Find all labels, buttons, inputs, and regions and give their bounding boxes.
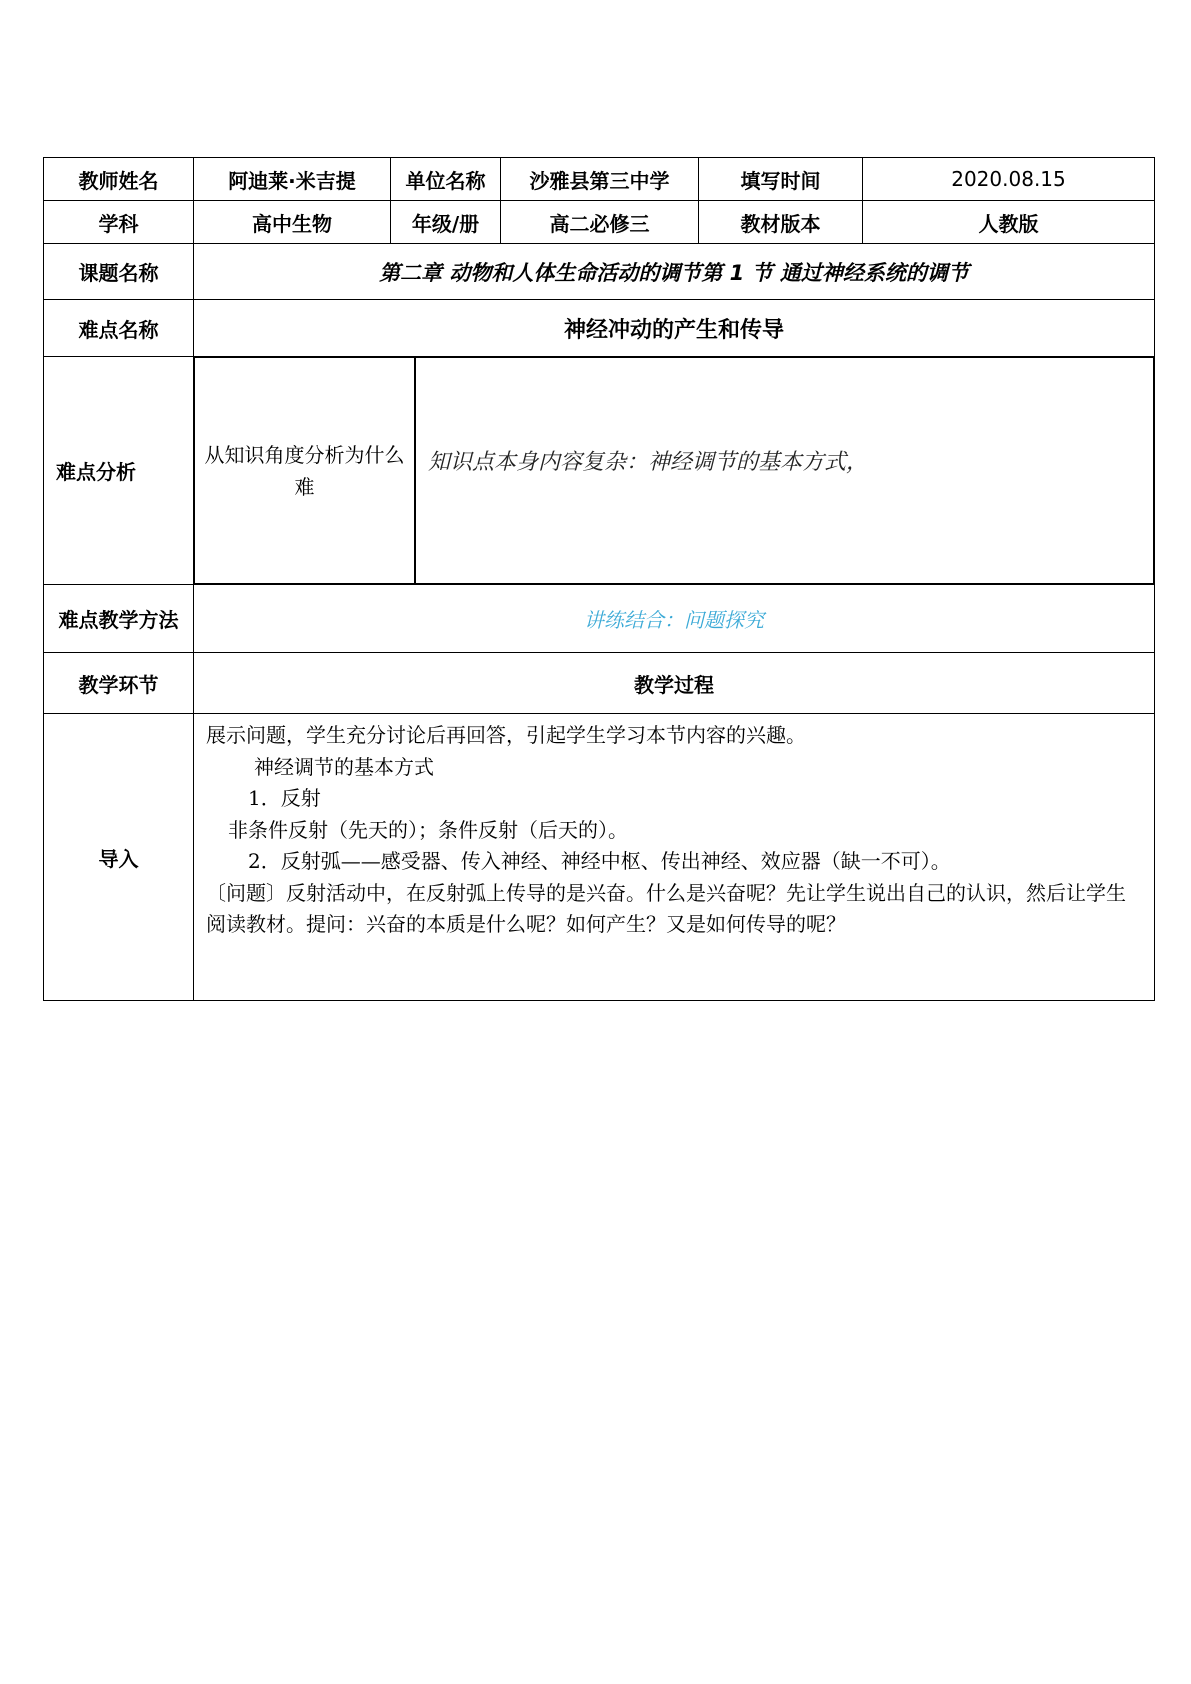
topic-row xyxy=(44,244,1155,300)
method-value: 讲练结合：问题探究 xyxy=(194,585,1155,653)
intro-line-6: 〔问题〕反射活动中，在反射弧上传导的是兴奋。什么是兴奋呢？先让学生说出自己的认识，然后让学生阅读教材。提问：兴奋的本质是什么呢？如何产生？又是如何传导的呢？ xyxy=(206,880,1126,936)
analysis-label: 难点分析 xyxy=(44,357,194,585)
info-row-1 xyxy=(44,158,1155,201)
edition-label: 教材版本 xyxy=(699,201,863,244)
intro-row xyxy=(44,714,1155,1001)
subject-value: 高中生物 xyxy=(194,201,391,244)
intro-content xyxy=(194,714,1155,1001)
method-label: 难点教学方法 xyxy=(44,585,194,653)
unit-label: 单位名称 xyxy=(391,158,501,201)
lesson-plan-table xyxy=(43,157,1155,1001)
edition-value: 人教版 xyxy=(863,201,1155,244)
method-row xyxy=(44,585,1155,653)
difficulty-value: 神经冲动的产生和传导 xyxy=(194,300,1155,357)
topic-label: 课题名称 xyxy=(44,244,194,300)
teacher-value: 阿迪莱·米吉提 xyxy=(194,158,391,201)
intro-label: 导入 xyxy=(44,714,194,1001)
process-header-row xyxy=(44,653,1155,714)
unit-value: 沙雅县第三中学 xyxy=(501,158,699,201)
intro-line-4: 非条件反射（先天的）；条件反射（后天的）。 xyxy=(228,817,628,842)
grade-label: 年级/册 xyxy=(391,201,501,244)
topic-chapter: 第二章 动物和人体生命活动的调节 xyxy=(379,260,702,285)
analysis-inner-table xyxy=(194,357,1154,584)
teacher-label: 教师姓名 xyxy=(44,158,194,201)
analysis-row xyxy=(44,357,1155,585)
process-header-value: 教学过程 xyxy=(194,653,1155,714)
process-stage-label: 教学环节 xyxy=(44,653,194,714)
analysis-cell xyxy=(194,357,1155,585)
intro-line-1: 展示问题，学生充分讨论后再回答，引起学生学习本节内容的兴趣。 xyxy=(206,723,806,747)
intro-line-2: 神经调节的基本方式 xyxy=(254,754,434,779)
analysis-value: 知识点本身内容复杂：神经调节的基本方式， xyxy=(415,358,1154,584)
date-value: 2020.08.15 xyxy=(863,158,1155,201)
intro-line-3: 1．反射 xyxy=(248,786,321,810)
analysis-sub-label: 从知识角度分析为什么难 xyxy=(195,358,416,584)
difficulty-label: 难点名称 xyxy=(44,300,194,357)
subject-label: 学科 xyxy=(44,201,194,244)
grade-value: 高二必修三 xyxy=(501,201,699,244)
topic-value xyxy=(194,244,1155,300)
info-row-2 xyxy=(44,201,1155,244)
intro-line-5: 2．反射弧——感受器、传入神经、神经中枢、传出神经、效应器（缺一不可）。 xyxy=(248,849,951,873)
date-label: 填写时间 xyxy=(699,158,863,201)
topic-section: 第 1 节 通过神经系统的调节 xyxy=(701,260,969,285)
difficulty-row xyxy=(44,300,1155,357)
